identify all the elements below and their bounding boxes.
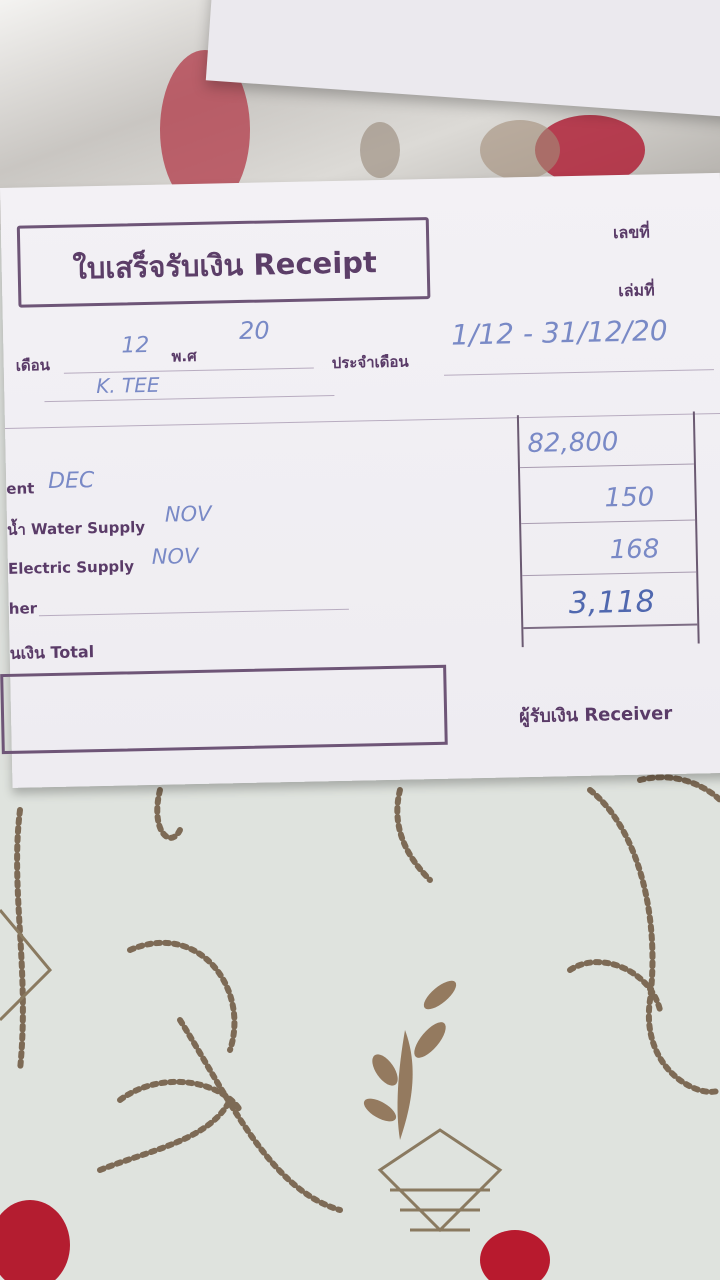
handwritten-water-month: NOV	[164, 501, 212, 527]
line-other	[39, 609, 349, 616]
total-words-box	[0, 665, 448, 754]
label-other: her	[8, 599, 38, 618]
label-period: ประจำเดือน	[331, 352, 409, 373]
amount-row-line	[522, 572, 696, 577]
line-month	[64, 367, 314, 373]
amount-total-line	[523, 623, 697, 629]
label-electric: Electric Supply	[7, 557, 135, 578]
label-rent: ent	[6, 479, 35, 498]
amount-water: 150	[604, 482, 655, 514]
line-name	[44, 395, 334, 402]
label-month: เดือน	[15, 355, 51, 375]
label-book: เล่มที่	[618, 280, 655, 301]
handwritten-month: 12	[121, 332, 150, 359]
handwritten-electric-month: NOV	[151, 543, 199, 569]
line-period	[444, 369, 714, 376]
amount-electric: 168	[609, 534, 660, 566]
handwritten-name: K. TEE	[95, 372, 160, 399]
amount-rent: 82,800	[527, 427, 619, 460]
label-total: นเงิน Total	[9, 642, 95, 663]
receipt-title: ใบเสร็จรับเงิน Receipt	[72, 245, 378, 286]
label-receiver: ผู้รับเงิน Receiver	[518, 703, 673, 728]
handwritten-rent-month: DEC	[47, 468, 95, 495]
amount-row-line	[520, 464, 694, 469]
label-number: เลขที่	[612, 222, 651, 243]
label-water: น้ำ Water Supply	[6, 518, 146, 539]
receipt-title-box	[17, 217, 431, 308]
vine-pattern	[0, 770, 720, 1280]
handwritten-year: 20	[238, 316, 270, 346]
amount-row-line	[521, 520, 695, 525]
amount-total: 3,118	[568, 584, 656, 622]
patterned-cloth-bottom	[0, 770, 720, 1280]
amount-column	[517, 411, 700, 647]
receipt-form	[0, 173, 720, 788]
handwritten-period: 1/12 - 31/12/20	[450, 314, 669, 352]
label-year: พ.ศ	[171, 346, 197, 366]
